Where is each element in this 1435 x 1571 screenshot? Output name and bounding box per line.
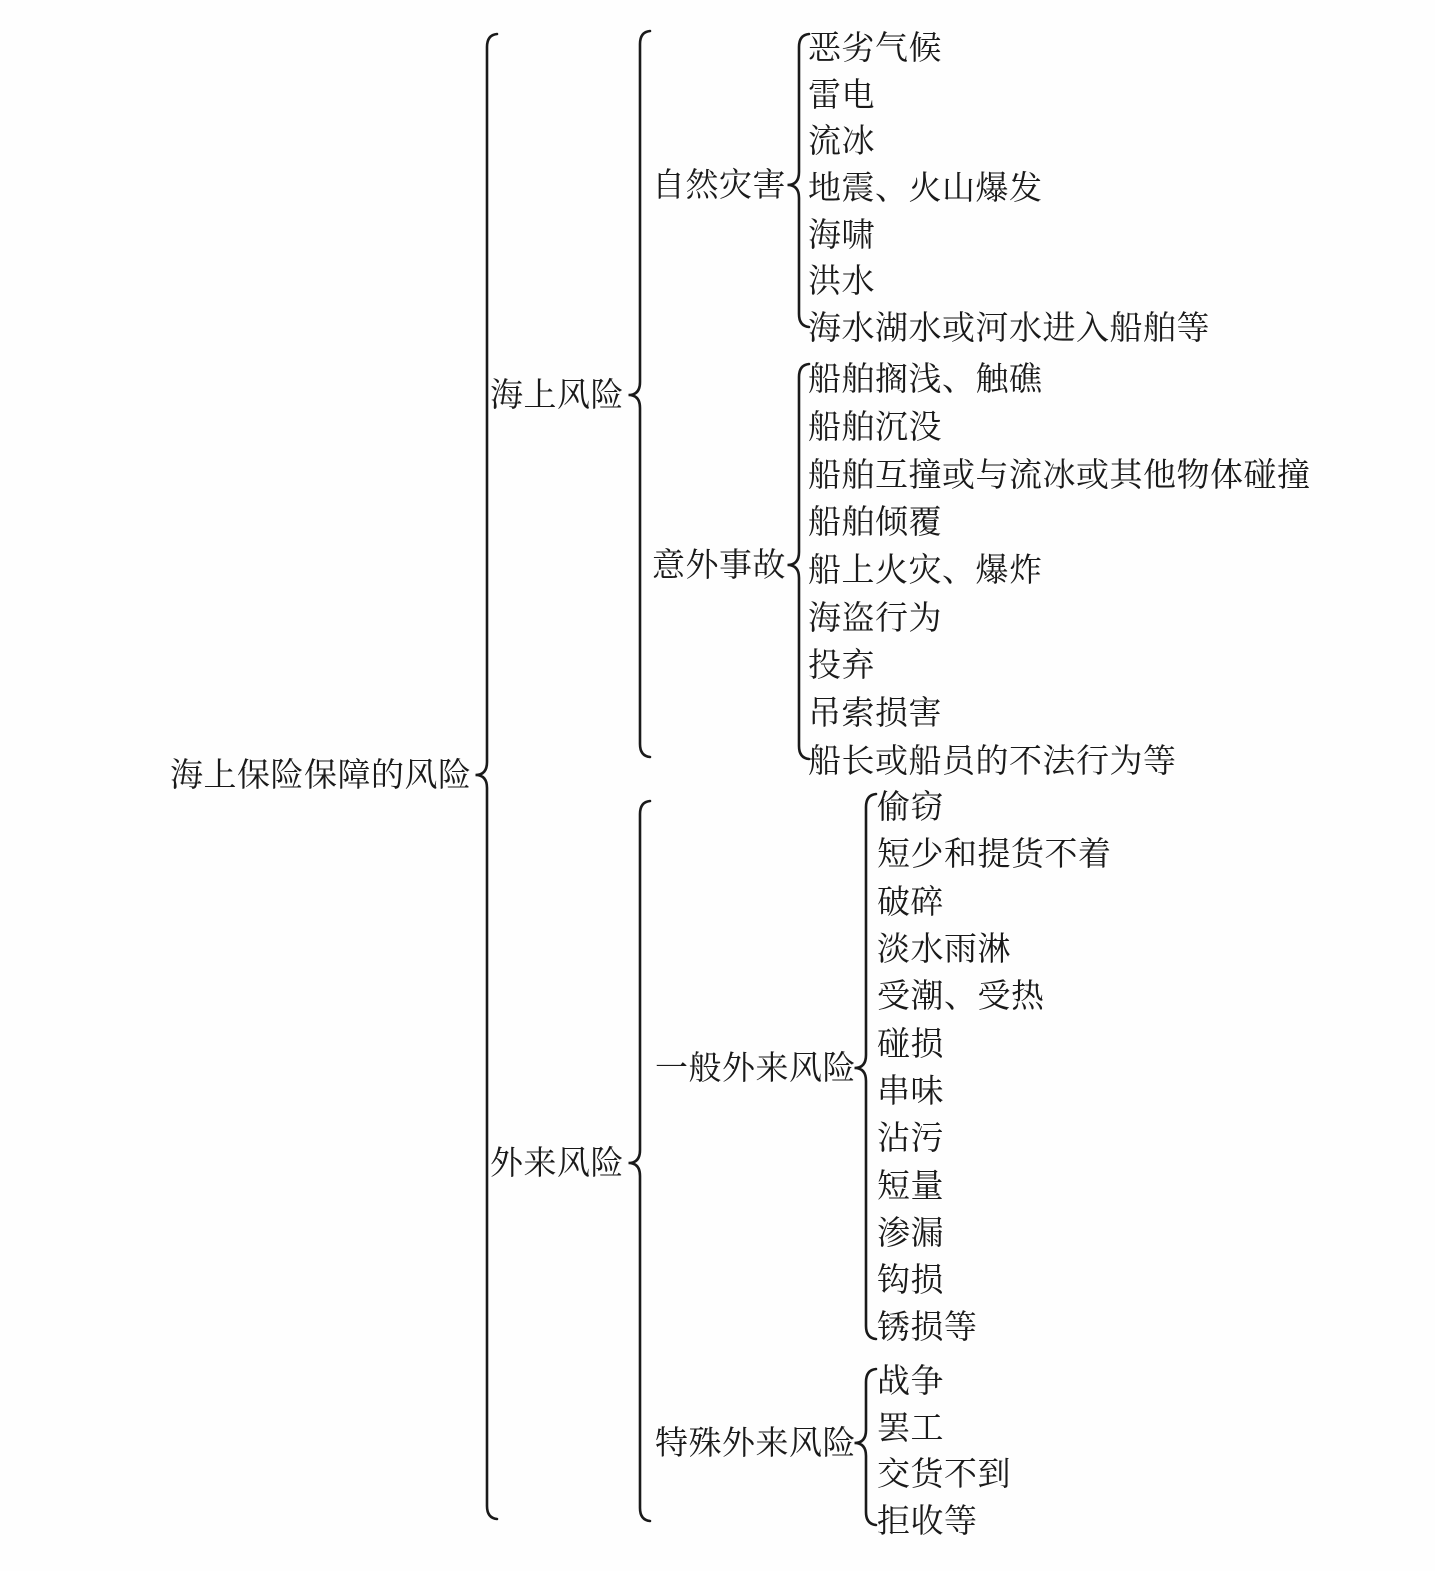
leaf-item: 串味: [877, 1070, 944, 1110]
leaf-item: 战争: [877, 1360, 944, 1400]
leaf-item: 淡水雨淋: [877, 929, 1011, 969]
leaf-item: 碰损: [877, 1023, 944, 1063]
leaf-item: 海啸: [808, 214, 875, 254]
leaf-item: 投弃: [808, 645, 875, 685]
root-label: 海上保险保障的风险: [170, 755, 472, 794]
leaf-item: 洪水: [808, 261, 875, 301]
leaf-item: 偷窃: [877, 787, 944, 827]
brace-root: [473, 33, 499, 1520]
leaf-item: 受潮、受热: [877, 976, 1045, 1016]
leaf-item: 破碎: [877, 881, 944, 921]
brace-maritime-risk: [626, 30, 652, 758]
leaf-item: 锈损等: [877, 1307, 978, 1347]
leaf-item: 海盗行为: [808, 597, 942, 637]
leaf-item: 船舶互撞或与流冰或其他物体碰撞: [808, 454, 1311, 494]
leaf-item: 雷电: [808, 74, 875, 114]
branch-label-external-risk: 外来风险: [490, 1143, 624, 1182]
leaf-group-special-external: [877, 1355, 1011, 1542]
leaf-item: 沾污: [877, 1118, 944, 1158]
leaf-item: 地震、火山爆发: [808, 167, 1043, 207]
brace-external-risk: [626, 800, 652, 1522]
leaf-item: 船舶搁浅、触礁: [808, 359, 1043, 399]
leaf-item: 船舶倾覆: [808, 502, 942, 542]
leaf-item: 海水湖水或河水进入船舶等: [808, 307, 1210, 347]
leaf-group-accident: [808, 353, 1311, 782]
leaf-item: 拒收等: [877, 1500, 978, 1540]
leaf-item: 罢工: [877, 1407, 944, 1447]
leaf-item: 恶劣气候: [808, 27, 942, 67]
leaf-item: 短量: [877, 1165, 944, 1205]
leaf-group-natural-disaster: [808, 22, 1210, 349]
leaf-group-general-external: [877, 781, 1112, 1349]
branch-label-natural-disaster: 自然灾害: [652, 165, 786, 204]
leaf-item: 吊索损害: [808, 693, 942, 733]
leaf-item: 船长或船员的不法行为等: [808, 740, 1177, 780]
leaf-item: 短少和提货不着: [877, 834, 1112, 874]
leaf-item: 流冰: [808, 121, 875, 161]
leaf-item: 交货不到: [877, 1454, 1011, 1494]
branch-label-accident: 意外事故: [652, 545, 786, 584]
leaf-item: 船舶沉没: [808, 407, 942, 447]
leaf-item: 钩损: [877, 1260, 944, 1300]
leaf-item: 船上火灾、爆炸: [808, 550, 1043, 590]
branch-label-maritime-risk: 海上风险: [490, 375, 624, 414]
branch-label-general-external: 一般外来风险: [655, 1048, 856, 1087]
branch-label-special-external: 特殊外来风险: [655, 1423, 856, 1462]
leaf-item: 渗漏: [877, 1212, 944, 1252]
